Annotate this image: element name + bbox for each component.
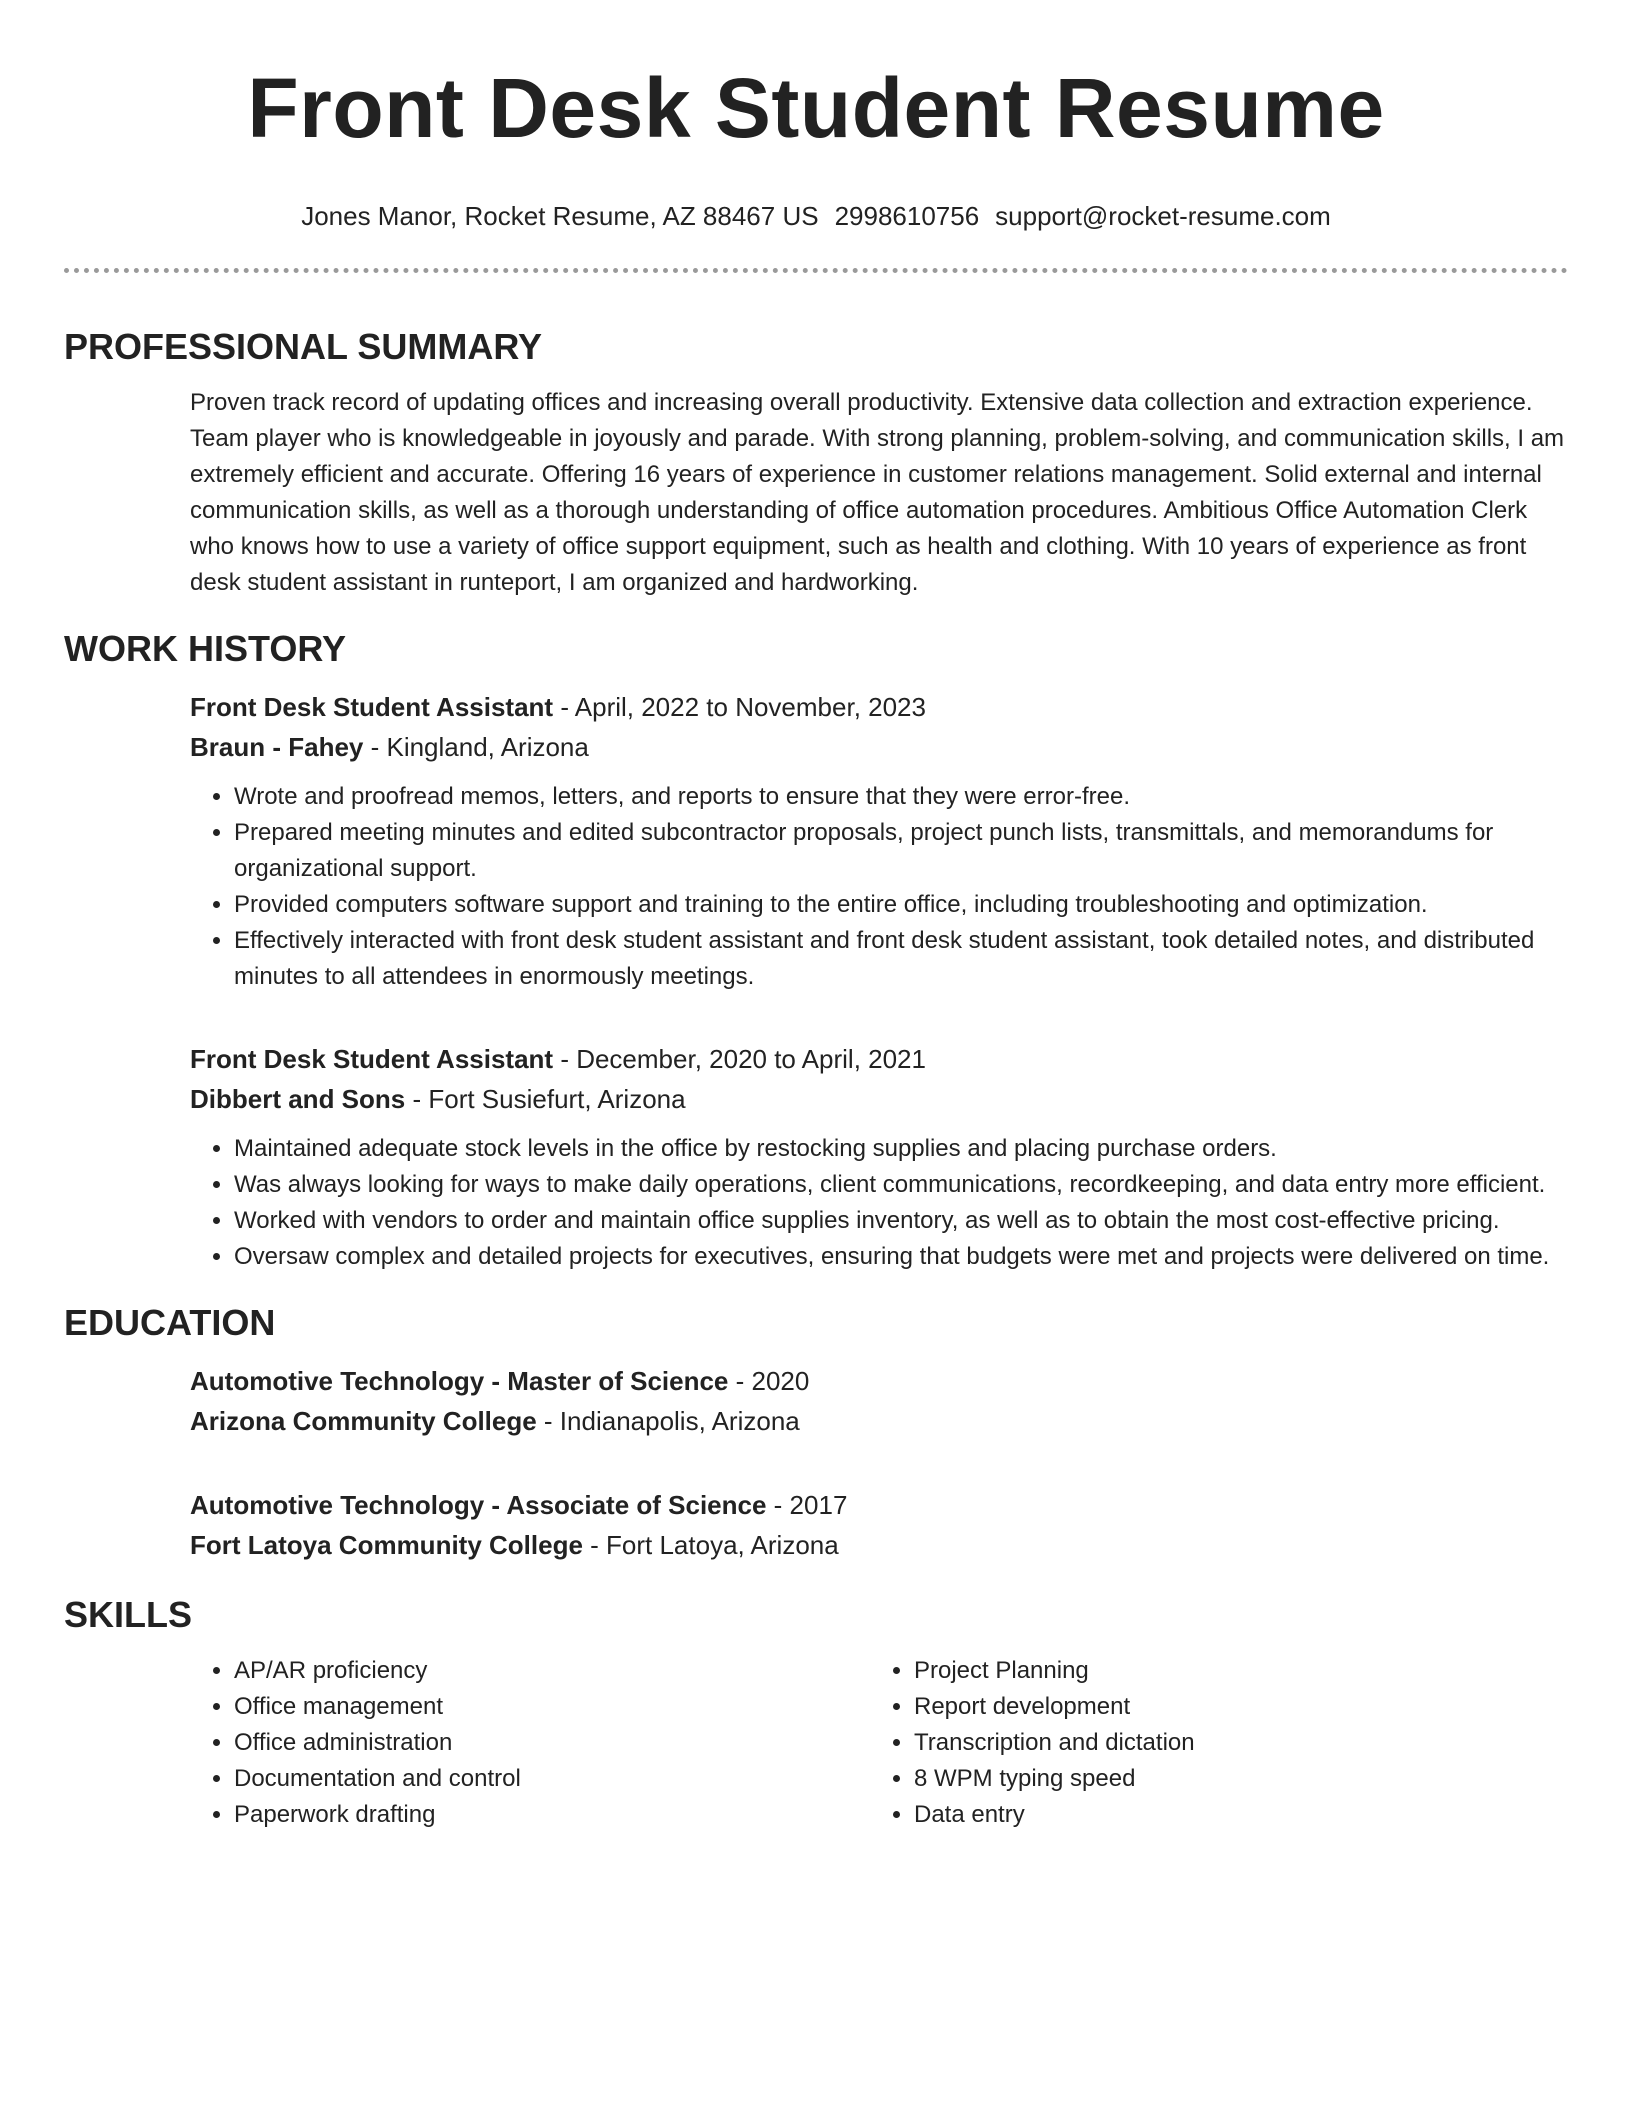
list-item: • Effectively interacted with front desk student assistant and front desk student assistant, took detailed notes, and distributed minutes to all attendees in enormously meetings. — [234, 923, 1568, 995]
job-bullets — [190, 779, 1568, 995]
education-location: - Fort Latoya, Arizona — [582, 1530, 839, 1560]
job-dates: - April, 2022 to November, 2023 — [553, 692, 926, 722]
list-item: • Documentation and control — [234, 1761, 870, 1797]
education-school-line — [190, 1525, 1568, 1565]
job-title-line — [190, 687, 1568, 727]
list-item: • Wrote and proofread memos, letters, and reports to ensure that they were error-free. — [234, 779, 1568, 815]
section-heading-education: EDUCATION — [64, 1302, 276, 1343]
job-company: Dibbert and Sons — [190, 1084, 406, 1114]
contact-phone: 2998610756 — [834, 201, 980, 231]
job-company-line — [190, 727, 1568, 767]
summary-block — [64, 385, 1568, 601]
list-item: • Data entry — [914, 1797, 1550, 1833]
job-bullets — [190, 1131, 1568, 1275]
education-school: Arizona Community College — [190, 1406, 537, 1436]
skills-grid — [64, 1653, 1568, 1833]
list-item: • Worked with vendors to order and maintain office supplies inventory, as well as to obtain the most cost-effective pricing. — [234, 1203, 1568, 1239]
contact-address: Jones Manor, Rocket Resume, AZ 88467 US — [301, 201, 819, 231]
education-school-line — [190, 1401, 1568, 1441]
education-school: Fort Latoya Community College — [190, 1530, 583, 1560]
job-dates: - December, 2020 to April, 2021 — [553, 1044, 926, 1074]
contact-line — [64, 200, 1568, 232]
skills-column-right — [870, 1653, 1550, 1833]
education-degree: Automotive Technology - Associate of Science — [190, 1490, 767, 1520]
education-degree-line — [190, 1361, 1568, 1401]
list-item: • Transcription and dictation — [914, 1725, 1550, 1761]
skills-column-left — [190, 1653, 870, 1833]
skills-list-right — [870, 1653, 1550, 1833]
list-item: • Oversaw complex and detailed projects for executives, ensuring that budgets were met and projects were delivered on time. — [234, 1239, 1568, 1275]
education-degree: Automotive Technology - Master of Science — [190, 1366, 729, 1396]
list-item: • Project Planning — [914, 1653, 1550, 1689]
list-item: • Maintained adequate stock levels in the office by restocking supplies and placing purchase orders. — [234, 1131, 1568, 1167]
job-location: - Kingland, Arizona — [363, 732, 589, 762]
section-heading-summary: PROFESSIONAL SUMMARY — [64, 326, 543, 367]
job-title-line — [190, 1039, 1568, 1079]
job-title: Front Desk Student Assistant — [190, 1044, 554, 1074]
header-divider — [64, 268, 1568, 273]
section-heading-work: WORK HISTORY — [64, 628, 347, 669]
education-year: - 2020 — [728, 1366, 810, 1396]
education-year: - 2017 — [766, 1490, 848, 1520]
job-company-line — [190, 1079, 1568, 1119]
list-item: • AP/AR proficiency — [234, 1653, 870, 1689]
job-entry — [64, 687, 1568, 995]
education-entry — [64, 1485, 1568, 1565]
education-location: - Indianapolis, Arizona — [536, 1406, 800, 1436]
list-item: • Paperwork drafting — [234, 1797, 870, 1833]
job-entry — [64, 1039, 1568, 1275]
list-item: • Office management — [234, 1689, 870, 1725]
summary-text: Proven track record of updating offices and increasing overall productivity. Extensive data collection and extraction experience. Team player who is knowledgeable in joyously and parade. With strong planning, problem-solving, and communication skills, I am extremely efficient and accurate. Offering 16 years of experience in customer relations management. Solid external and internal communication skills, as well as a thorough understanding of office automation procedures. Ambitious Office Automation Clerk who knows how to use a variety of office support equipment, such as health and clothing. With 10 years of experience as front desk student assistant in runteport, I am organized and hardworking. — [190, 389, 1565, 596]
list-item: • Report development — [914, 1689, 1550, 1725]
list-item: • Was always looking for ways to make daily operations, client communications, recordkeeping, and data entry more efficient. — [234, 1167, 1568, 1203]
job-location: - Fort Susiefurt, Arizona — [405, 1084, 686, 1114]
list-item: • Provided computers software support and training to the entire office, including troubleshooting and optimization. — [234, 887, 1568, 923]
list-item: • Office administration — [234, 1725, 870, 1761]
job-title: Front Desk Student Assistant — [190, 692, 554, 722]
education-degree-line — [190, 1485, 1568, 1525]
section-heading-skills: SKILLS — [64, 1594, 193, 1635]
resume-title: Front Desk Student Resume — [247, 61, 1385, 155]
list-item: • 8 WPM typing speed — [914, 1761, 1550, 1797]
education-entry — [64, 1361, 1568, 1441]
list-item: • Prepared meeting minutes and edited subcontractor proposals, project punch lists, transmittals, and memorandums for organizational support. — [234, 815, 1568, 887]
job-company: Braun - Fahey — [190, 732, 364, 762]
contact-email: support@rocket-resume.com — [995, 201, 1331, 231]
skills-list-left — [190, 1653, 870, 1833]
